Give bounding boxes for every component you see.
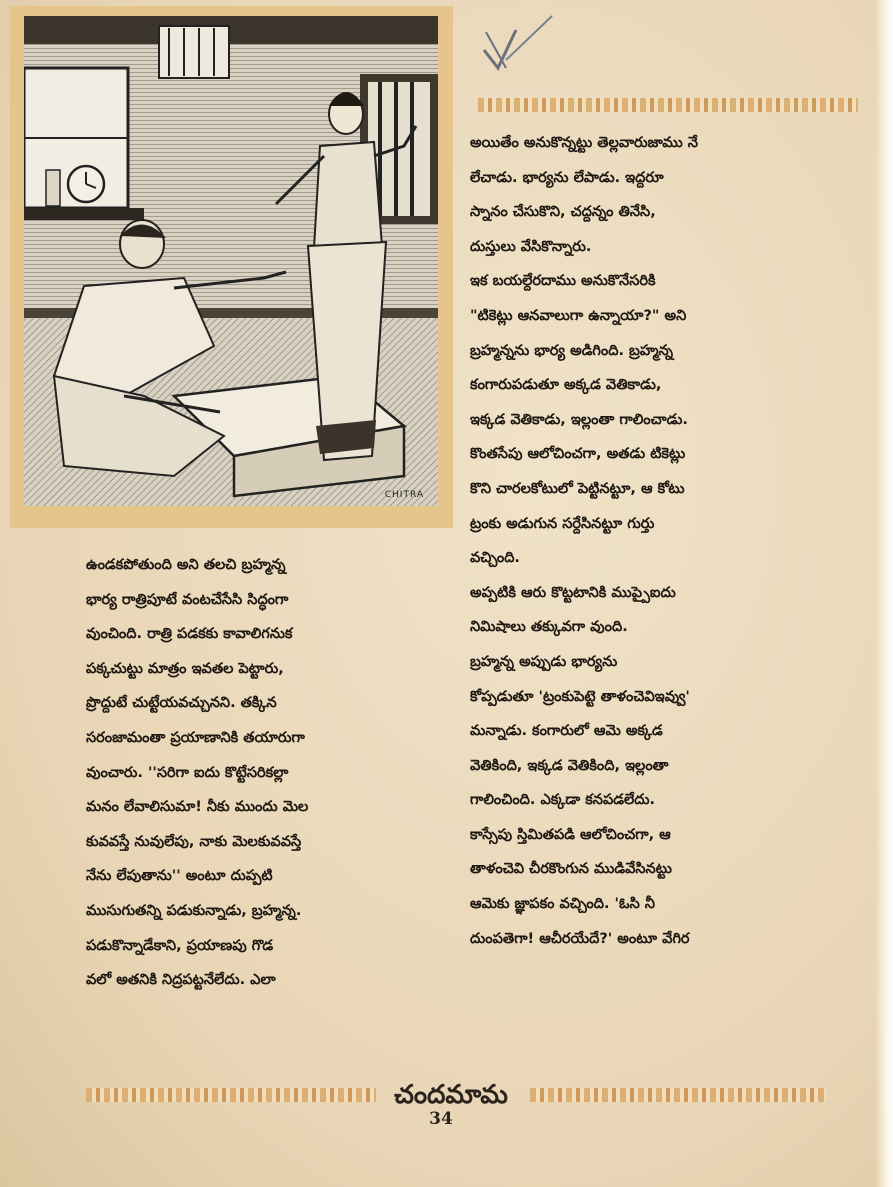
page-number: 34 [429, 1109, 453, 1129]
text-line: కువవస్తే నువులేపు, నాకు మెలకువవస్తే [86, 833, 302, 850]
text-line: గాలించింది. ఎక్కడా కనపడలేదు. [470, 792, 656, 809]
text-line: మన్నాడు. కంగారులో ఆమె అక్కడ [470, 723, 663, 740]
text-line: నిమిషాలు తక్కువగా వుంది. [470, 619, 628, 636]
text-line: కోప్పడుతూ 'ట్రంకుపెట్టె తాళంచెవిఇవ్వు' [470, 688, 690, 705]
text-line: దుంపతెగా! ఆచీరయేదే?' అంటూ వేగిర [470, 930, 690, 947]
artist-signature: CHITRA [384, 490, 424, 500]
text-line: ముసుగుతన్ని పడుకున్నాడు, బ్రహ్మన్న. [86, 902, 302, 919]
text-line: ఇక్కడ వెతికాడు, ఇల్లంతా గాలించాడు. [470, 411, 688, 428]
text-line: వుంచారు. ''సరిగా ఐదు కొట్టేసరికల్లా [86, 764, 289, 781]
illustration [24, 16, 438, 506]
decorative-border-top [478, 98, 858, 112]
text-line: మనం లేవాలిసుమా! నీకు ముందు మెల [86, 799, 309, 816]
text-line: కొంతసేపు ఆలోచించగా, అతడు టికెట్లు [470, 446, 686, 463]
text-line: పడుకొన్నాడేకాని, ప్రయాణపు గొడ [86, 937, 274, 954]
page-edge [875, 0, 893, 1187]
text-line: వుంచింది. రాత్రి పడకకు కావాలిగనుక [86, 626, 293, 643]
pen-mark-icon [476, 10, 558, 80]
text-line: ప్రొద్దుటే చుట్టేయవచ్చునని. తక్కిన [86, 695, 277, 712]
text-line: సరంజామంతా ప్రయాణానికి తయారుగా [86, 729, 305, 746]
text-line: భార్య రాత్రిపూటే వంటచేసేసి సిద్ధంగా [86, 591, 289, 608]
text-line: ఇక బయల్దేరదాము అనుకొనేసరికి [470, 273, 656, 290]
text-line: నేను లేపుతాను'' అంటూ దుప్పటి [86, 868, 273, 885]
text-line: వలో అతనికి నిద్రపట్టనేలేదు. ఎలా [86, 972, 276, 989]
illustration-drawing [24, 16, 438, 506]
text-line: వచ్చింది. [470, 550, 520, 567]
text-line: కంగారుపడుతూ అక్కడ వెతికాడు, [470, 377, 662, 394]
text-line: ట్రంకు అడుగున సర్దేసినట్టూ గుర్తు [470, 515, 655, 532]
text-line: దుస్తులు వేసికొన్నారు. [470, 238, 592, 255]
left-column [86, 548, 456, 998]
magazine-title: చందమామ [394, 1080, 508, 1110]
illustration-frame [10, 6, 453, 528]
text-line: "టికెట్లు ఆనవాలుగా ఉన్నాయా?" అని [470, 307, 687, 324]
text-line: ఆమెకు జ్ఞాపకం వచ్చింది. 'ఓసి నీ [470, 896, 655, 913]
text-line: పక్కచుట్టు మాత్రం ఇవతల పెట్టారు, [86, 660, 284, 677]
text-line: వెతికింది, ఇక్కడ వెతికింది, ఇల్లంతా [470, 757, 669, 774]
text-line: తాళంచెవి చీరకొంగున ముడివేసినట్టు [470, 861, 672, 878]
text-line: అప్పటికి ఆరు కొట్టటానికి ముప్పైఐదు [470, 584, 676, 601]
text-line: ఉండకపోతుంది అని తలచి బ్రహ్మన్న [86, 557, 286, 573]
text-line: కాస్సేపు స్తిమితపడి ఆలోచించగా, ఆ [470, 826, 671, 843]
text-line: కొని చారలకోటులో పెట్టినట్టూ, ఆ కోటు [470, 480, 685, 497]
text-line: బ్రహ్మన్నను భార్య అడిగింది. బ్రహ్మన్న [470, 342, 674, 359]
text-line: లేచాడు. భార్యను లేపాడు. ఇద్దరూ [470, 169, 664, 186]
text-line: అయితేం అనుకొన్నట్టు తెల్లవారుజాము నే [470, 135, 698, 151]
text-line: బ్రహ్మన్న అప్పుడు భార్యను [470, 653, 618, 670]
text-line: స్నానం చేసుకొని, చద్దన్నం తినేసి, [470, 204, 656, 221]
decorative-border-bottom-left [86, 1088, 376, 1102]
right-column [470, 126, 850, 956]
decorative-border-bottom-right [530, 1088, 826, 1102]
